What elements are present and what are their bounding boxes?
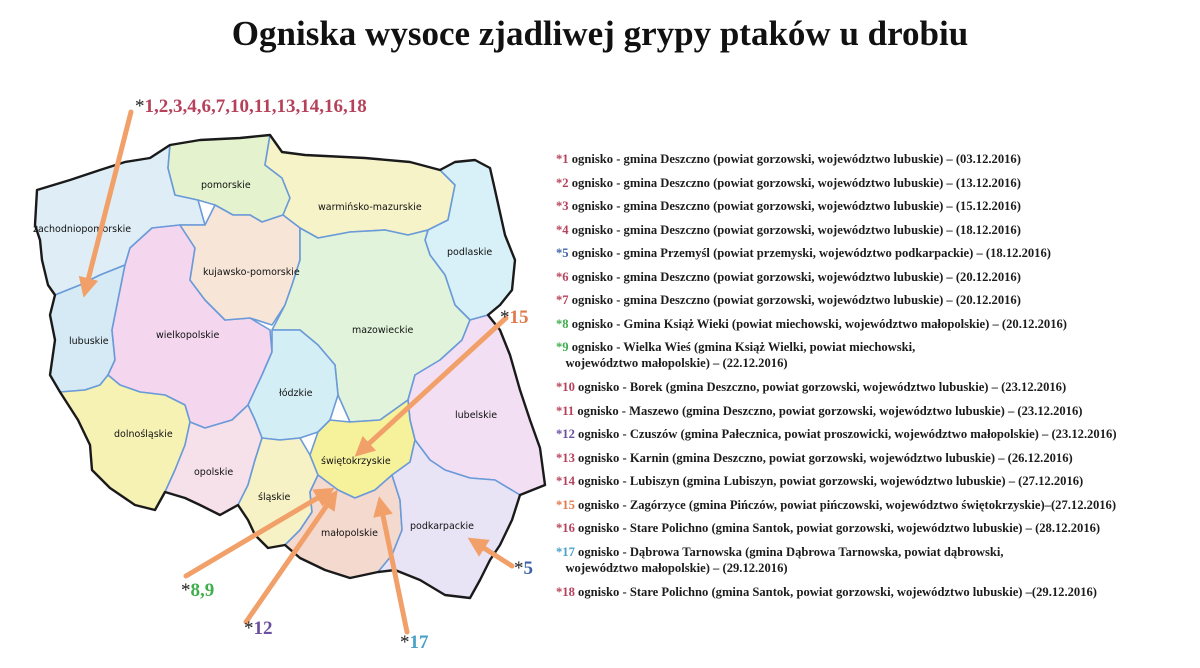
label-wielkopolskie: wielkopolskie bbox=[156, 330, 220, 341]
outbreak-list bbox=[556, 151, 1196, 607]
list-item: *6 ognisko - gmina Deszczno (powiat gorzowski, województwo lubuskie) – (20.12.2016) bbox=[556, 269, 1021, 284]
label-malopolskie: małopolskie bbox=[321, 528, 379, 539]
list-item: *11 ognisko - Maszewo (gmina Deszczno, powiat gorzowski, województwo lubuskie) – (23.12.2016) bbox=[556, 403, 1083, 418]
label-kujawsko-pomorskie: kujawsko-pomorskie bbox=[203, 267, 300, 278]
list-item: *12 ognisko - Czuszów (gmina Pałecznica, powiat proszowicki, województwo małopolskie) – (23.12.2016) bbox=[556, 427, 1117, 441]
list-item: *16 ognisko - Stare Polichno (gmina Santok, powiat gorzowski, województwo lubuskie) – (28.12.2016) bbox=[556, 521, 1101, 535]
annotation-outbreak-8-9: *8,9 bbox=[181, 580, 215, 601]
list-item: *10 ognisko - Borek (gmina Deszczno, powiat gorzowski, województwo lubuskie) – (23.12.2016) bbox=[556, 380, 1067, 394]
list-item: *13 ognisko - Karnin (gmina Deszczno, powiat gorzowski, województwo lubuskie) – (26.12.2016) bbox=[556, 450, 1073, 465]
annotation-outbreak-17: *17 bbox=[400, 632, 429, 653]
label-warminsko-mazurskie: warmińsko-mazurskie bbox=[318, 202, 422, 213]
label-zachodniopomorskie: zachodniopomorskie bbox=[33, 224, 132, 235]
list-item: *1 ognisko - gmina Deszczno (powiat gorzowski, województwo lubuskie) – (03.12.2016) bbox=[556, 152, 1021, 166]
label-mazowieckie: mazowieckie bbox=[352, 325, 414, 336]
label-opolskie: opolskie bbox=[194, 467, 234, 478]
label-lubelskie: lubelskie bbox=[455, 410, 498, 421]
label-podlaskie: podlaskie bbox=[447, 247, 493, 258]
annotation-outbreak-12: *12 bbox=[244, 618, 273, 639]
list-item: *2 ognisko - gmina Deszczno (powiat gorzowski, województwo lubuskie) – (13.12.2016) bbox=[556, 175, 1021, 190]
list-item: *9 ognisko - Wielka Wieś (gmina Książ Wielki, powiat miechowski, województwo małopolskie) – (22.12.2016) bbox=[556, 340, 916, 370]
list-item: *18 ognisko - Stare Polichno (gmina Santok, powiat gorzowski, województwo lubuskie) –(29.12.2016) bbox=[556, 584, 1097, 599]
annotation-outbreak-15: *15 bbox=[500, 307, 529, 328]
list-item: *17 ognisko - Dąbrowa Tarnowska (gmina Dąbrowa Tarnowska, powiat dąbrowski, województwo małopolskie) – (29.12.2016) bbox=[556, 544, 1004, 575]
list-item: *15 ognisko - Zagórzyce (gmina Pińczów, powiat pińczowski, województwo świętokrzyskie)–(27.12.2016) bbox=[556, 497, 1117, 512]
annotation-outbreak-5: *5 bbox=[514, 558, 533, 579]
label-dolnoslaskie: dolnośląskie bbox=[114, 429, 173, 440]
list-item: *7 ognisko - gmina Deszczno (powiat gorzowski, województwo lubuskie) – (20.12.2016) bbox=[556, 293, 1021, 307]
label-podkarpackie: podkarpackie bbox=[410, 521, 474, 532]
list-item: *5 ognisko - gmina Przemyśl (powiat przemyski, województwo podkarpackie) – (18.12.2016) bbox=[556, 246, 1051, 260]
label-swietokrzyskie: świętokrzyskie bbox=[321, 456, 391, 467]
list-item: *8 ognisko - Gmina Książ Wieki (powiat miechowski, województwo małopolskie) – (20.12.2016) bbox=[556, 316, 1067, 331]
label-lubuskie: lubuskie bbox=[69, 336, 109, 347]
annotation-lubuskie-outbreaks: *1,2,3,4,6,7,10,11,13,14,16,18 bbox=[135, 96, 367, 117]
list-item: *3 ognisko - gmina Deszczno (powiat gorzowski, województwo lubuskie) – (15.12.2016) bbox=[556, 199, 1021, 213]
list-item: *14 ognisko - Lubiszyn (gmina Lubiszyn, powiat gorzowski, województwo lubuskie) – (27.12.2016) bbox=[556, 474, 1084, 488]
page-title: Ogniska wysoce zjadliwej grypy ptaków u drobiu bbox=[231, 14, 969, 53]
label-pomorskie: pomorskie bbox=[201, 180, 251, 191]
list-item: *4 ognisko - gmina Deszczno (powiat gorzowski, województwo lubuskie) – (18.12.2016) bbox=[556, 222, 1021, 237]
label-slaskie: śląskie bbox=[258, 492, 291, 503]
label-lodzkie: łódzkie bbox=[279, 388, 313, 399]
